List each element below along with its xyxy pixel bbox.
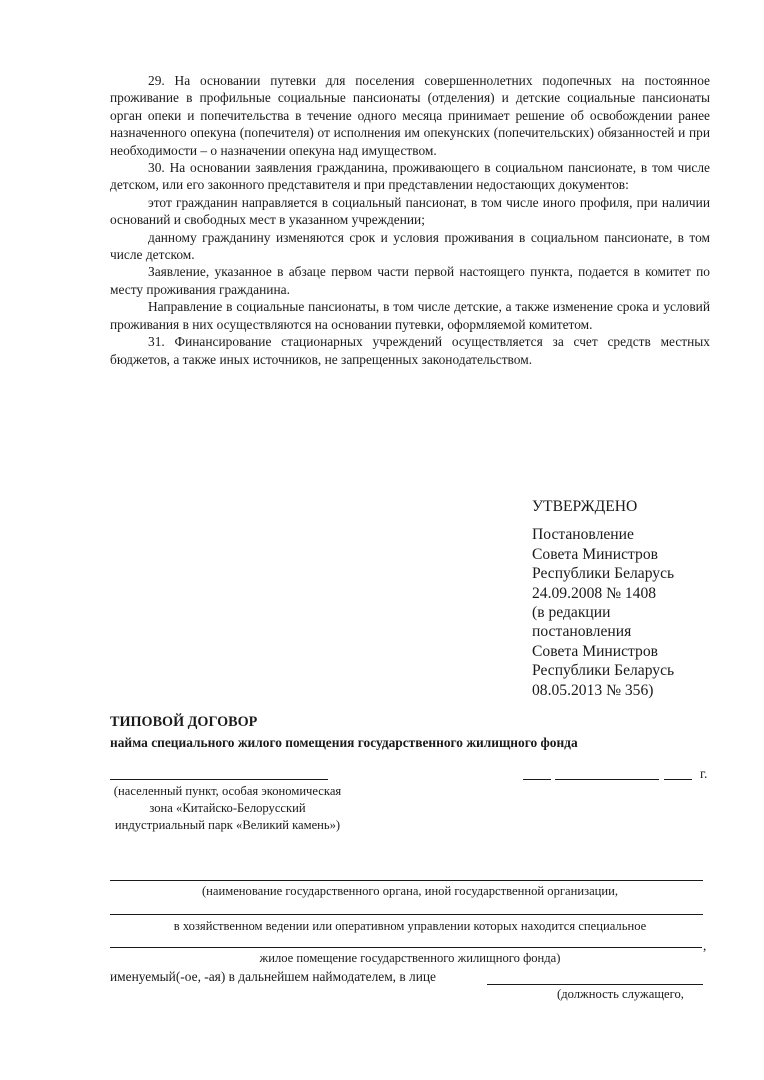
paragraph-30-item-1: этот гражданин направляется в социальный пансионат, в том числе иного профиля, при наличии оснований и свободных мест в указанном учреждении; [110,194,710,228]
approval-line: Постановление [532,526,634,544]
approval-line: 24.09.2008 № 1408 [532,584,657,602]
approval-heading: УТВЕРЖДЕНО [532,498,638,515]
paragraph-31: 31. Финансирование стационарных учреждений осуществляется за счет средств местных бюджетов, а также иных источников, не запрещенных законодательством. [110,334,710,367]
landlord-caption-1: (наименование государственного органа, иной государственной организации, [201,884,619,898]
approval-line: (в редакции [532,604,611,622]
position-caption: (должность служащего, [557,987,684,1001]
appointed-text: именуемый(-ое, -ая) в дальнейшем наймодателем, в лице [110,969,437,984]
landlord-blank-line-3 [110,947,702,948]
paragraph-30: 30. На основании заявления гражданина, проживающего в социальном пансионате, в том числе детском, или его законного представителя и при представлении недостающих документов: [110,160,710,193]
approval-line: 08.05.2013 № 356) [532,681,654,699]
landlord-blank-line-1 [110,880,703,881]
approval-line: Республики Беларусь [532,565,675,583]
date-day-blank [523,779,551,780]
place-caption: (населенный пункт, особая экономическая зона «Китайско-Белорусский индустриальный парк «Великий камень») [113,784,342,832]
approval-line: Совета Министров [532,545,658,563]
paragraph-30-application: Заявление, указанное в абзаце первом части первой настоящего пункта, подается в комитет по месту проживания гражданина. [110,264,710,297]
paragraph-30-item-2: данному гражданину изменяются срок и условия проживания в социальном пансионате, в том числе детском. [110,229,710,263]
contract-subtitle: найма специального жилого помещения государственного жилищного фонда [110,735,578,750]
date-year-blank [664,779,692,780]
contract-title: ТИПОВОЙ ДОГОВОР [110,714,258,730]
date-month-blank [555,779,659,780]
approval-line: Совета Министров [532,642,658,660]
approval-line: постановления [532,623,632,641]
place-blank-line [110,779,328,780]
regulation-text [110,72,710,368]
landlord-blank-line-2 [110,914,703,915]
trailing-comma: , [703,938,707,953]
paragraph-30-referral: Направление в социальные пансионаты, в том числе детские, а также изменение срока и условий проживания в них осуществляются на основании путевки, оформляемой комитетом. [110,299,710,332]
representative-blank-line [487,984,703,985]
landlord-caption-2: в хозяйственном ведении или оперативном управлении которых находится специальное [173,919,647,933]
landlord-caption-3: жилое помещение государственного жилищного фонда) [259,951,561,965]
approval-line: Республики Беларусь [532,662,675,680]
paragraph-29: 29. На основании путевки для поселения совершеннолетних подопечных на постоянное проживание в профильные социальные пансионаты (отделения) и детские социальные пансионаты орган опеки и попечительства в течение одного месяца принимает решение об освобождении ранее назначенного опекуна (попечителя) от исполнения им опекунских (попечительских) обязанностей и при необходимости – о назначении опекуна над имуществом. [110,73,710,158]
year-suffix: г. [700,766,708,781]
approval-block [532,497,752,700]
